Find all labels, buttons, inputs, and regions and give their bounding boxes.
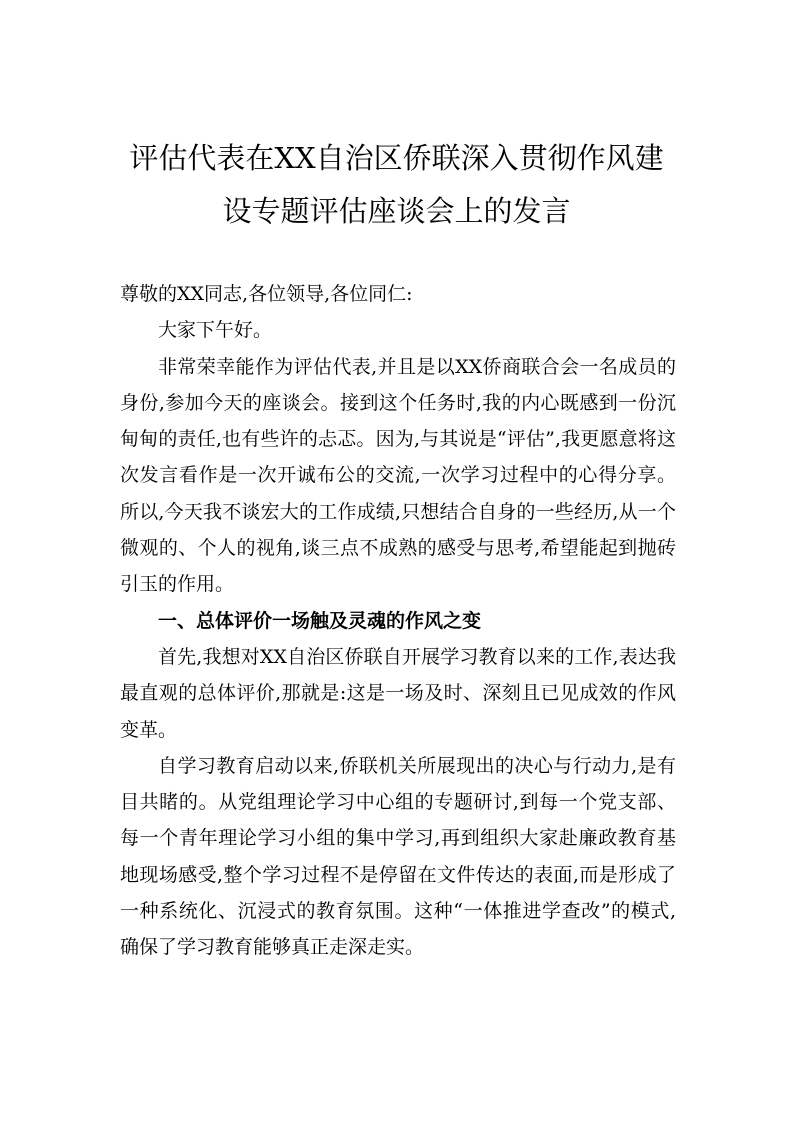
paragraph-3: 自学习教育启动以来,侨联机关所展现出的决心与行动力,是有目共睹的。从党组理论学习中心组的专题研讨,到每一个党支部、每一个青年理论学习小组的集中学习,再到组织大家赴廉政教育基地现场感受,整个学习过程不是停留在文件传达的表面,而是形成了一种系统化、沉浸式的教育氛围。这种“一体推进学查改”的模式,确保了学习教育能够真正走深走实。 [120, 754, 676, 959]
title-line-1: 评估代表在XX自治区侨联深入贯彻作风建 [129, 141, 664, 175]
paragraph-1: 非常荣幸能作为评估代表,并且是以XX侨商联合会一名成员的身份,参加今天的座谈会。接到这个任务时,我的内心既感到一份沉甸甸的责任,也有些许的忐忑。因为,与其说是“评估”,我更愿意将这次发言看作是一次开诚布公的交流,一次学习过程中的心得分享。所以,今天我不谈宏大的工作成绩,只想结合自身的一些经历,从一个微观的、个人的视角,谈三点不成熟的感受与思考,希望能起到抛砖引玉的作用。 [120, 355, 676, 596]
greeting: 大家下午好。 [158, 319, 273, 342]
document-body [120, 276, 676, 966]
document-title [100, 132, 693, 238]
section-heading-1: 一、总体评价一场触及灵魂的作风之变 [158, 609, 482, 632]
salutation: 尊敬的XX同志,各位领导,各位同仁: [120, 283, 413, 305]
paragraph-2: 首先,我想对XX自治区侨联自开展学习教育以来的工作,表达我最直观的总体评价,那就是:这是一场及时、深刻且已见成效的作风变革。 [120, 645, 676, 741]
title-line-2: 设专题评估座谈会上的发言 [222, 194, 571, 228]
